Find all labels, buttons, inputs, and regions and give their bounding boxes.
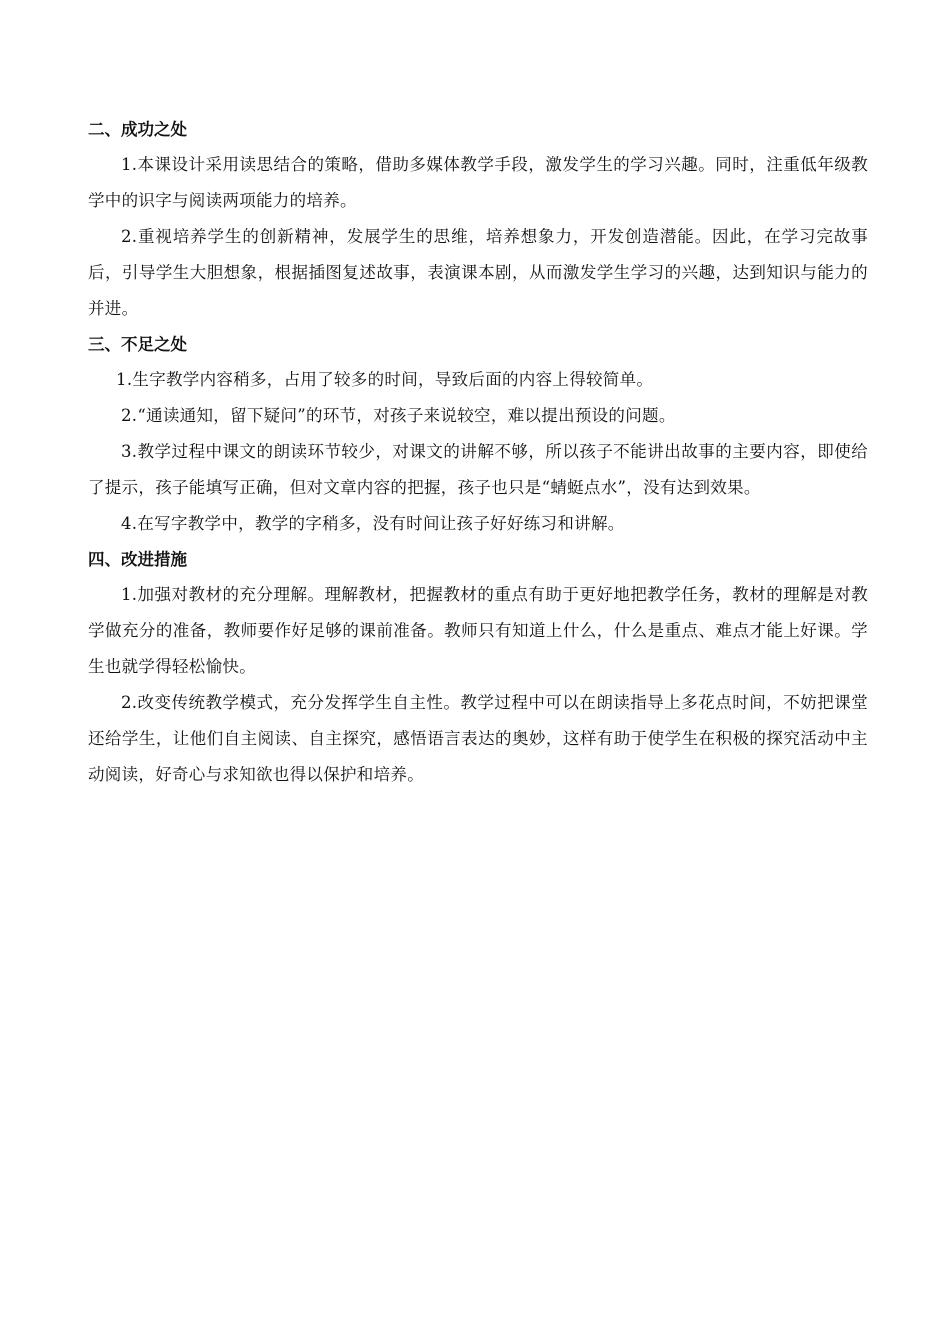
paragraph: 1.加强对教材的充分理解。理解教材，把握教材的重点有助于更好地把教学任务，教材的理解是对教学做充分的准备，教师要作好足够的课前准备。教师只有知道上什么，什么是重点、难点才能上好课。学生也就学得轻松愉快。 [88,585,868,676]
paragraph: 3.教学过程中课文的朗读环节较少，对课文的讲解不够，所以孩子不能讲出故事的主要内容，即使给了提示，孩子能填写正确，但对文章内容的把握，孩子也只是“蜻蜓点水”，没有达到效果。 [88,442,868,497]
section-heading: 三、不足之处 [88,335,187,354]
section-heading: 四、改进措施 [88,550,187,569]
section-improvements [88,542,868,793]
paragraph: 1.生字教学内容稍多，占用了较多的时间，导致后面的内容上得较简单。 [116,370,654,389]
section-shortcomings [88,327,868,542]
paragraph: 2.改变传统教学模式，充分发挥学生自主性。教学过程中可以在朗读指导上多花点时间，不妨把课堂还给学生，让他们自主阅读、自主探究，感悟语言表达的奥妙，这样有助于使学生在积极的探究活动中主动阅读，好奇心与求知欲也得以保护和培养。 [88,693,868,784]
section-success [88,112,868,327]
paragraph: 2.“通读通知，留下疑问”的环节，对孩子来说较空，难以提出预设的问题。 [121,406,676,425]
document-page [88,112,868,793]
paragraph: 4.在写字教学中，教学的字稍多，没有时间让孩子好好练习和讲解。 [121,514,625,533]
paragraph: 1.本课设计采用读思结合的策略，借助多媒体教学手段，激发学生的学习兴趣。同时，注重低年级教学中的识字与阅读两项能力的培养。 [88,155,868,210]
paragraph: 2.重视培养学生的创新精神，发展学生的思维，培养想象力，开发创造潜能。因此，在学习完故事后，引导学生大胆想象，根据插图复述故事，表演课本剧，从而激发学生学习的兴趣，达到知识与能力的并进。 [88,227,868,318]
section-heading: 二、成功之处 [88,120,187,139]
